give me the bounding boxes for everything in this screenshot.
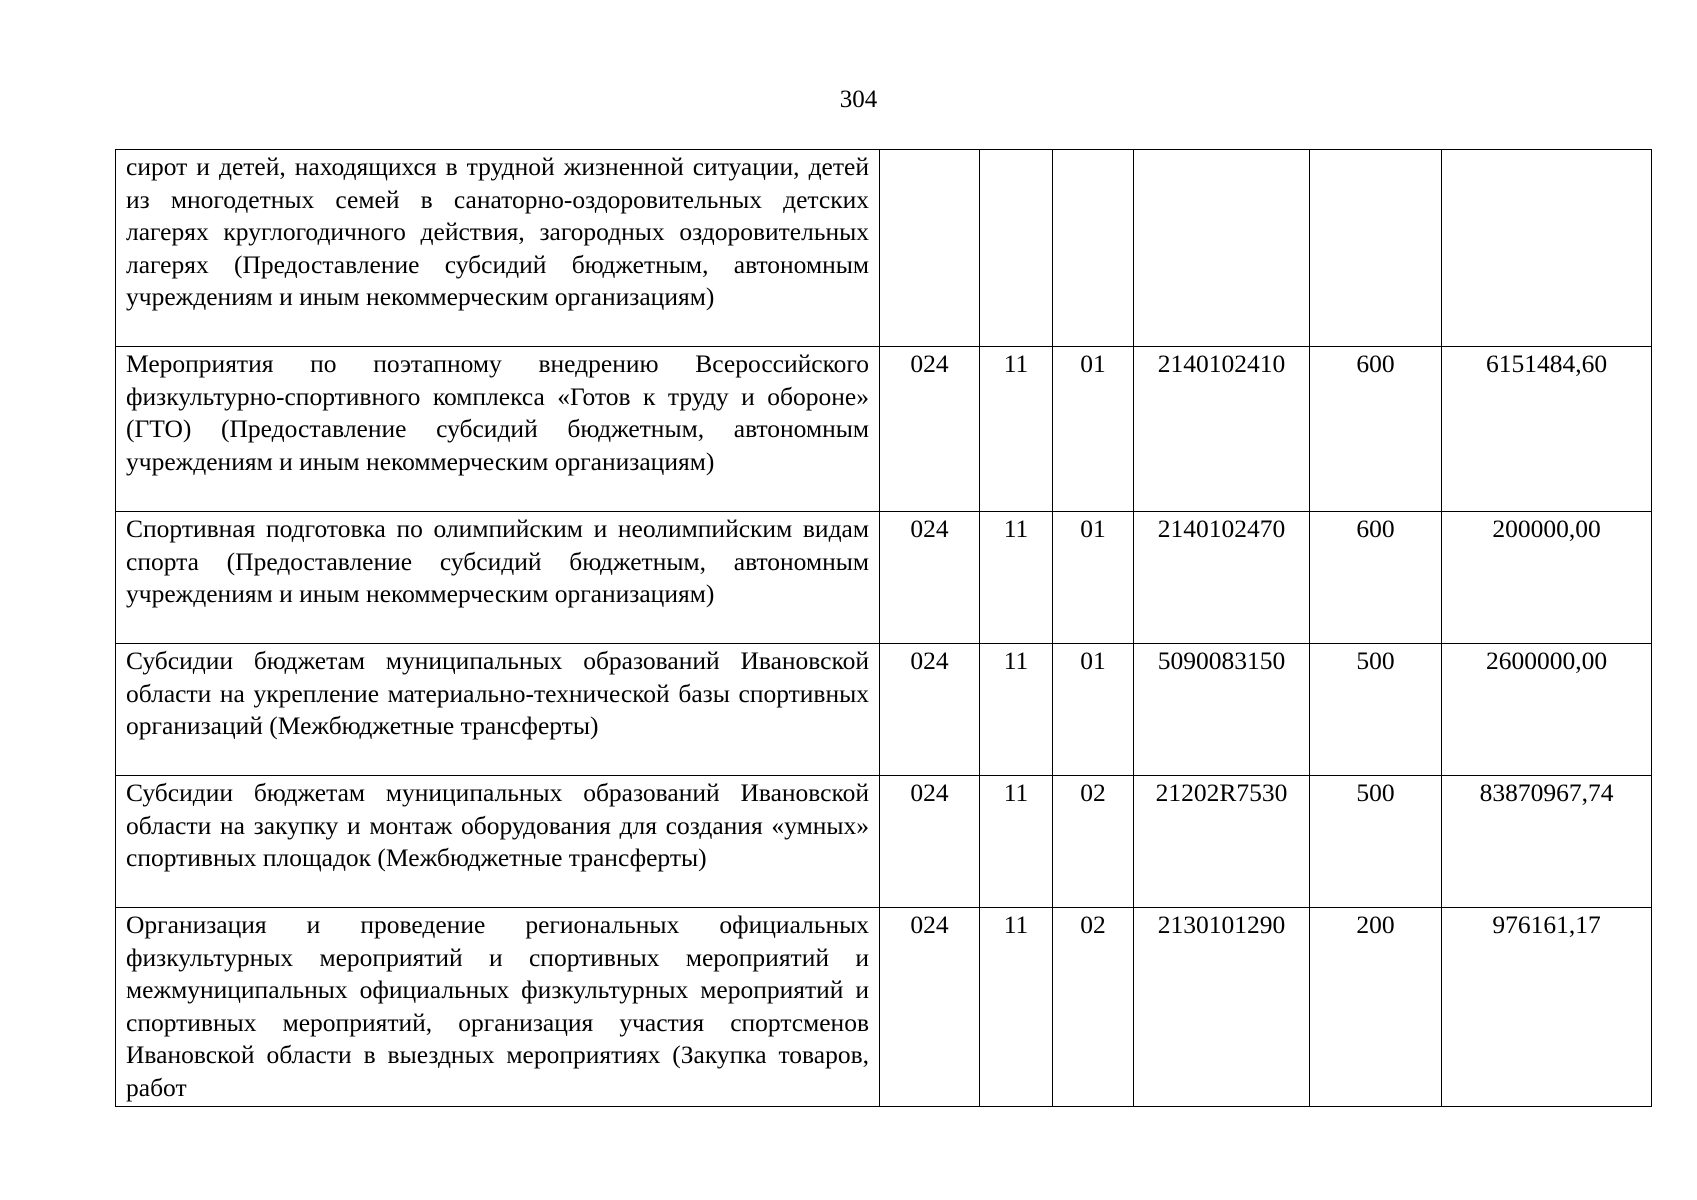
ministry-code: 024 xyxy=(880,908,980,1107)
expense-type-code: 500 xyxy=(1310,644,1442,776)
ministry-code: 024 xyxy=(880,512,980,644)
subsection-code: 01 xyxy=(1053,347,1134,512)
table-row xyxy=(116,776,1652,908)
ministry-code: 024 xyxy=(880,776,980,908)
target-code: 2130101290 xyxy=(1134,908,1310,1107)
target-code xyxy=(1134,150,1310,347)
target-code: 2140102470 xyxy=(1134,512,1310,644)
ministry-code: 024 xyxy=(880,347,980,512)
ministry-code: 024 xyxy=(880,644,980,776)
row-description: Организация и проведение региональных официальных физкультурных мероприятий и спортивных мероприятий и межмуниципальных официальных физкультурных мероприятий и спортивных мероприятий, организация участия спортсменов Ивановской области в выездных мероприятиях (Закупка товаров, работ xyxy=(116,908,880,1107)
table-row xyxy=(116,644,1652,776)
target-code: 2140102410 xyxy=(1134,347,1310,512)
expense-type-code: 600 xyxy=(1310,347,1442,512)
subsection-code: 01 xyxy=(1053,644,1134,776)
page-number: 304 xyxy=(839,86,878,113)
subsection-code: 01 xyxy=(1053,512,1134,644)
amount: 2600000,00 xyxy=(1442,644,1652,776)
table-row xyxy=(116,908,1652,1107)
amount xyxy=(1442,150,1652,347)
table-row xyxy=(116,150,1652,347)
row-description: Субсидии бюджетам муниципальных образований Ивановской области на закупку и монтаж оборудования для создания «умных» спортивных площадок (Межбюджетные трансферты) xyxy=(116,776,880,908)
expense-type-code: 200 xyxy=(1310,908,1442,1107)
subsection-code: 02 xyxy=(1053,776,1134,908)
expense-type-code: 500 xyxy=(1310,776,1442,908)
row-description: Субсидии бюджетам муниципальных образований Ивановской области на укрепление материально-технической базы спортивных организаций (Межбюджетные трансферты) xyxy=(116,644,880,776)
amount: 200000,00 xyxy=(1442,512,1652,644)
table-row xyxy=(116,512,1652,644)
target-code: 5090083150 xyxy=(1134,644,1310,776)
section-code: 11 xyxy=(980,512,1053,644)
budget-table xyxy=(115,149,1652,1107)
row-description: сирот и детей, находящихся в трудной жизненной ситуации, детей из многодетных семей в санаторно-оздоровительных детских лагерях круглогодичного действия, загородных оздоровительных лагерях (Предоставление субсидий бюджетным, автономным учреждениям и иным некоммерческим организациям) xyxy=(116,150,880,347)
section-code xyxy=(980,150,1053,347)
row-description: Спортивная подготовка по олимпийским и неолимпийским видам спорта (Предоставление субсидий бюджетным, автономным учреждениям и иным некоммерческим организациям) xyxy=(116,512,880,644)
amount: 83870967,74 xyxy=(1442,776,1652,908)
amount: 6151484,60 xyxy=(1442,347,1652,512)
subsection-code: 02 xyxy=(1053,908,1134,1107)
section-code: 11 xyxy=(980,347,1053,512)
ministry-code xyxy=(880,150,980,347)
amount: 976161,17 xyxy=(1442,908,1652,1107)
table-row xyxy=(116,347,1652,512)
section-code: 11 xyxy=(980,644,1053,776)
subsection-code xyxy=(1053,150,1134,347)
section-code: 11 xyxy=(980,776,1053,908)
expense-type-code xyxy=(1310,150,1442,347)
row-description: Мероприятия по поэтапному внедрению Всероссийского физкультурно-спортивного комплекса «Готов к труду и обороне» (ГТО) (Предоставление субсидий бюджетным, автономным учреждениям и иным некоммерческим организациям) xyxy=(116,347,880,512)
target-code: 21202R7530 xyxy=(1134,776,1310,908)
section-code: 11 xyxy=(980,908,1053,1107)
expense-type-code: 600 xyxy=(1310,512,1442,644)
